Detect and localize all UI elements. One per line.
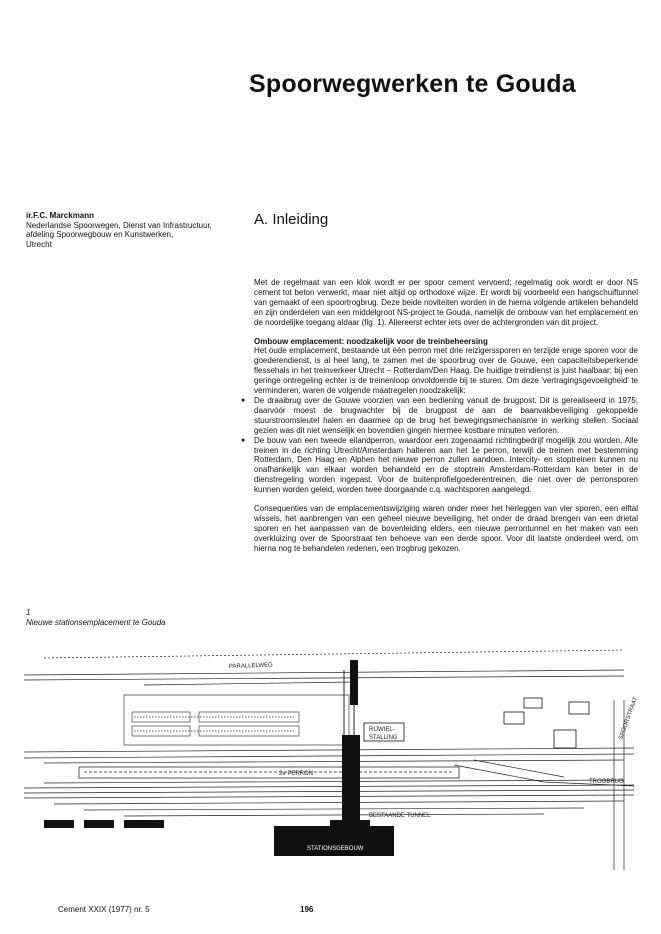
author-name: ir.F.C. Marckmann bbox=[26, 211, 95, 220]
measures-list bbox=[254, 396, 638, 495]
section-heading: A. Inleiding bbox=[254, 211, 329, 228]
footer-journal: Cement XXIX (1977) nr. 5 bbox=[58, 905, 150, 914]
map-label-tunnel: BESTAANDE TUNNEL bbox=[369, 813, 431, 819]
body-paragraph: Het oude emplacement, bestaande uit één perron met drie reizigerssporen en terzijde enige sporen voor de goederendienst, is al heel lang, te zamen met de spoorbrug over de Gouwe, een capaciteitsbeperkende flessehals in het treinverkeer Utrecht – Rotterdam/Den Haag. De huidige treindienst is juist haalbaar; bij een geringe ontregeling echter is de treinenloop onvoldoende bij te sturen. Om deze 'vertragingsgevoeligheid' te verminderen, waren de volgende maatregelen noodzakelijk: bbox=[254, 346, 638, 396]
map-label-rijwiel: RIJWIEL- bbox=[369, 727, 395, 733]
author-affiliation-line: afdeling Spoorwegbouw en Kunstwerken, bbox=[26, 230, 174, 240]
map-label-parallelweg: PARALLELWEG bbox=[228, 662, 273, 670]
list-item: ● De draaibrug over de Gouwe voorzien van een bediening vanuit de brugpost. Dit is gerealiseerd in 1975; daarvóór moest de brugwachter bij de brugpost de aan de baanvakbeveiliging gekoppelde stuurstroomsleutel halen en daarmee op de brug het bewegingsmechanisme in werking stellen. Sociaal gezien was dit niet wenselijk en bovendien gingen hiermee kostbare minuten verloren. bbox=[254, 396, 638, 436]
list-item: ● De bouw van een tweede eilandperron, waardoor een zogenaamd richtingbedrijf mogelijk zou worden. Alle treinen in de richting Utrecht/Amsterdam halteren aan het 1e perron, terwijl de treinen met bestemming Rotterdam, Den Haag en Alphen het nieuwe perron zullen aandoen. Intercity- en stoptreinen kunnen nu onafhankelijk van elkaar worden behandeld en de stoptrein Amsterdam-Rotterdam kan beter in de dienstregeling worden ingepast. Voor de buitenprofielgoederentreinen, die niet over de perronsporen kunnen worden geleid, worden twee doorgaande c.q. wachtsporen aangelegd. bbox=[254, 436, 638, 495]
article-body bbox=[254, 278, 638, 563]
body-paragraph: Consequenties van de emplacementswijziging waren onder meer het herleggen van vier sporen, een elftal wissels, het aanbrengen van een geheel nieuwe beveiliging, het onder de draad brengen van een drietal sporen en het aanpassen van de bovenleiding elders, een nieuwe perrontunnel en het maken van een overkluizing over de Spoorstraat ten behoeve van een derde spoor. Voor dit laatste onderdeel werd, om hierna nog te behandelen redenen, een trogbrug gekozen. bbox=[254, 504, 638, 553]
author-block bbox=[26, 211, 234, 249]
map-label-perron: 2e PERRON bbox=[279, 771, 314, 777]
subheading: Ombouw emplacement: noodzakelijk voor de treinbeheersing bbox=[254, 336, 488, 346]
article-title: Spoorwegwerken te Gouda bbox=[249, 70, 576, 98]
map-label-station: STATIONSGEBOUW bbox=[307, 846, 364, 852]
station-plan-figure bbox=[24, 640, 644, 870]
figure-caption-text: Nieuwe stationsemplacement te Gouda bbox=[26, 618, 166, 627]
figure-caption bbox=[26, 608, 236, 628]
map-label-trogbrug: TROGBRUG bbox=[589, 779, 624, 785]
map-label-spoorstraat: SPOORSTRAAT bbox=[618, 696, 640, 741]
intro-paragraph: Met de regelmaat van een klok wordt er per spoor cement vervoerd; regelmatig ook wordt er door NS cement tot beton verwerkt, maar niet altijd op orthodoxe wijze. Er wordt bij voorbeeld een hangschuiftunnel van gemaakt of een spoortrogbrug. Deze beide noviteiten worden in de hierna volgende artikelen behandeld en zijn onderdelen van een middelgroot NS-project te Gouda, namelijk de ombouw van het emplacement en de noordelijke toegang aldaar (fig. 1). Allereerst echter iets over de achtergronden van dit project. bbox=[254, 278, 638, 327]
page-number: 196 bbox=[300, 905, 314, 914]
author-affiliation-line: Utrecht bbox=[26, 239, 52, 249]
figure-number: 1 bbox=[26, 608, 31, 617]
map-label-stalling: STALLING bbox=[369, 735, 398, 741]
author-affiliation-line: Nederlandse Spoorwegen, Dienst van Infrastructuur, bbox=[26, 220, 212, 230]
